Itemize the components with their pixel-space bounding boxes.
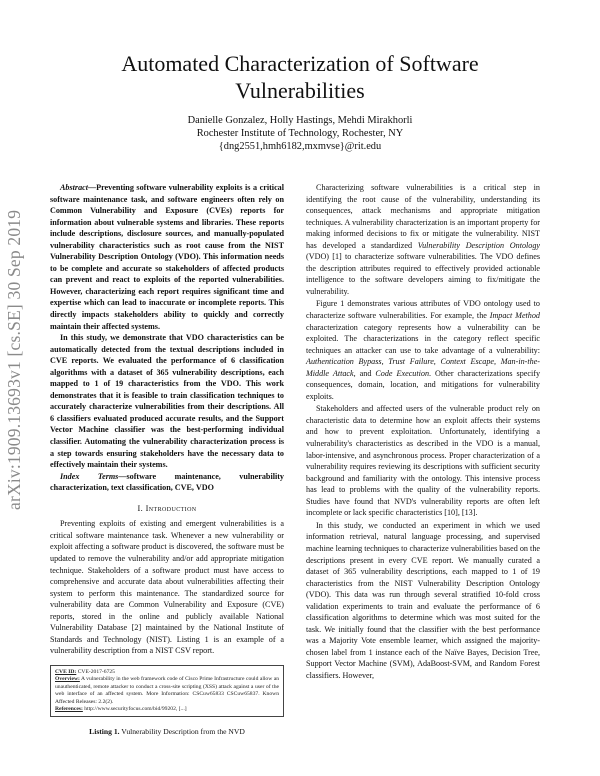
p1-text-a: Characterizing software vulnerabilities is a critical step in identifying the root cause of the vulnerability, understanding its consequences, attack mechanisms and appropriate mitigation techniques. A vulnerability characterization is an important property for making informed decisions to fix or mitigate the vulnerability. NIST has developed a standardized: [306, 183, 540, 250]
p1-text-b: (VDO) [1] to characterize software vulnerabilities. The VDO defines the description attributes required to effectively provided actionable intelligence to the software developers aiming to fix/mitigate the vulnerability.: [306, 252, 540, 296]
author-block: [60, 114, 540, 153]
section-heading-introduction: I. Introduction: [137, 503, 197, 513]
index-terms: [50, 471, 284, 494]
paper-title: Automated Characterization of Software Vulnerabilities: [121, 51, 479, 103]
p1-italic-vdo: Vulnerability Description Ontology: [417, 240, 541, 250]
right-paragraph-1: [306, 182, 540, 297]
listing-id-label: CVE ID:: [55, 668, 77, 675]
p2-text-c: and: [355, 368, 376, 378]
listing-references-value: http://www.securityfocus.com/bid/99202, [...]: [82, 705, 187, 712]
listing-caption-text: Vulnerability Description from the NVD: [119, 727, 245, 737]
abstract-label: Abstract: [60, 183, 88, 192]
code-listing-box: [50, 665, 284, 717]
listing-references: [55, 706, 279, 713]
listing-overview-value: A vulnerability in the web framework code of Cisco Prime Infrastructure could allow an unauthenticated, remote attacker to conduct a cross-site scripting (XSS) attack against a user of the web interface of an affected system. More Information: CSCuw65833 CSCuw65837. Known Affected Releases: 2.2(2).: [55, 676, 279, 705]
listing-overview: [55, 676, 279, 706]
author-names: Danielle Gonzalez, Holly Hastings, Mehdi Mirakhorli: [187, 115, 413, 126]
listing-overview-label: Overview:: [55, 676, 80, 683]
listing-caption-label: Listing 1.: [89, 727, 120, 737]
p2-italic-techniques: Authentication Bypass, Trust Failure, Context Escape, Man-in-the-Middle Attack,: [306, 357, 540, 378]
abstract-text-1: —Preventing software vulnerability exploits is a critical software maintenance task, and software engineers often rely on Common Vulnerability and Exposure (CVEs) reports for information about vulnerable systems and libraries. These reports include descriptions, disclosure sources, and manually-populated vulnerability characteristics such as root cause from the NIST Vulnerability Description Ontology (VDO). This information needs to be complete and accurate so stakeholders of affected products can prevent and react to exploits of the reported vulnerabilities. However, characterizing each report requires significant time and expertise which can lead to inaccurate or incomplete reports. This directly impacts stakeholders ability to quickly and correctly maintain their affected systems.: [50, 183, 284, 331]
p2-text-a: Figure 1 demonstrates various attributes of VDO ontology used to characterize software vulnerabilities. For example, the: [306, 299, 540, 321]
abstract-paragraph-1: [50, 182, 284, 332]
right-column: [306, 182, 540, 682]
listing-references-label: References:: [55, 705, 83, 712]
right-paragraph-2: [306, 298, 540, 402]
listing-id-value: CVE-2017-6725: [76, 668, 115, 675]
abstract-paragraph-2: In this study, we demonstrate that VDO characteristics can be automatically detected from the textual descriptions included in CVE reports. We evaluated the performance of 6 classification algorithms with a dataset of 365 vulnerability descriptions, each mapped to 1 of 19 characteristics from the VDO. This work demonstrates that it is feasible to train classification techniques to accurately characterize vulnerabilities from their descriptions. All 6 classifiers evaluated produced accurate results, and the Support Vector Machine classifier was the best-performing individual classifier. Automating the vulnerability characterization process is a step towards ensuring stakeholders have the necessary data to effectively maintain their systems.: [50, 333, 284, 470]
p2-text-b: characterization category represents how a vulnerability can be exploited. The characterizations in the category reflect specific techniques an attacker can use to take advantage of a vulnerability:: [306, 322, 540, 355]
right-paragraph-3: Stakeholders and affected users of the vulnerable product rely on characteristic data to determine how an exploit affects their systems and how to prevent exploitation. Unfortunately, identifying a vulnerability's characteristics as described in the VDO is a manual, labor-intensive, and asynchronous process. Proper characterization of a vulnerability requires reviewing its descriptions with sufficient security background and familiarity with the ontology. This intensive process has lead to problems with the quality of the vulnerability reports. Studies have found that NVD's vulnerability reports are often left incomplete or lack specific characteristics [10], [13].: [306, 404, 540, 518]
left-column: [50, 182, 284, 738]
intro-paragraph-1: Preventing exploits of existing and emergent vulnerabilities is a critical software maintenance task. Whenever a new vulnerability or exploit affecting a software product is discovered, the software must be updated to remove the vulnerability and/or add appropriate mitigation technique. Stakeholders of a software product must have access to comprehensive and accurate data about vulnerabilities affecting their system to perform this maintenance. The standardized source for vulnerability data are Common Vulnerability and Exposure (CVE) reports, stored in the online and publicly available National Vulnerability Database [2] maintained by the National Institute of Standards and Technology (NIST). Listing 1 is an example of a vulnerability description from a NIST CSV report.: [50, 519, 284, 656]
p2-italic-code-exec: Code Execution: [375, 368, 430, 378]
arxiv-stamp: arXiv:1909.13693v1 [cs.SE] 30 Sep 2019: [4, 209, 24, 511]
right-paragraph-4: In this study, we conducted an experiment in which we used information retrieval, natural language processing, and supervised machine learning techniques to characterize vulnerabilities based on the descriptions present in every CVE report. We manually curated a dataset of 365 vulnerability descriptions, each mapped to 1 of 19 characteristics from the NIST Vulnerability Description Ontology (VDO). This data was run through several stratified 10-fold cross validation experiments to train and evaluate the performance of 6 classification algorithms to determine which was most suited for the task. We initially found that the classifier with the best performance was a Majority Vote ensemble learner, which assigned the majority-chosen label from 1 instance each of the Naïve Bayes, Decision Tree, Support Vector Machine (SVM), AdaBoost-SVM, and Random Forest classifiers. However,: [306, 520, 540, 680]
p2-text-d: . Other characterizations specify consequences, domain, location, and mitigations for vulnerability exploits.: [306, 368, 541, 401]
author-affiliation: Rochester Institute of Technology, Rochester, NY: [196, 128, 404, 139]
index-terms-text: —software maintenance, vulnerability characterization, text classification, CVE, VDO: [50, 471, 284, 493]
author-emails: {dng2551,hmh6182,mxmvse}@rit.edu: [218, 141, 382, 152]
index-terms-label: Index Terms: [60, 471, 119, 481]
listing-caption: [50, 726, 284, 738]
p2-italic-impact: Impact Method: [489, 311, 540, 321]
